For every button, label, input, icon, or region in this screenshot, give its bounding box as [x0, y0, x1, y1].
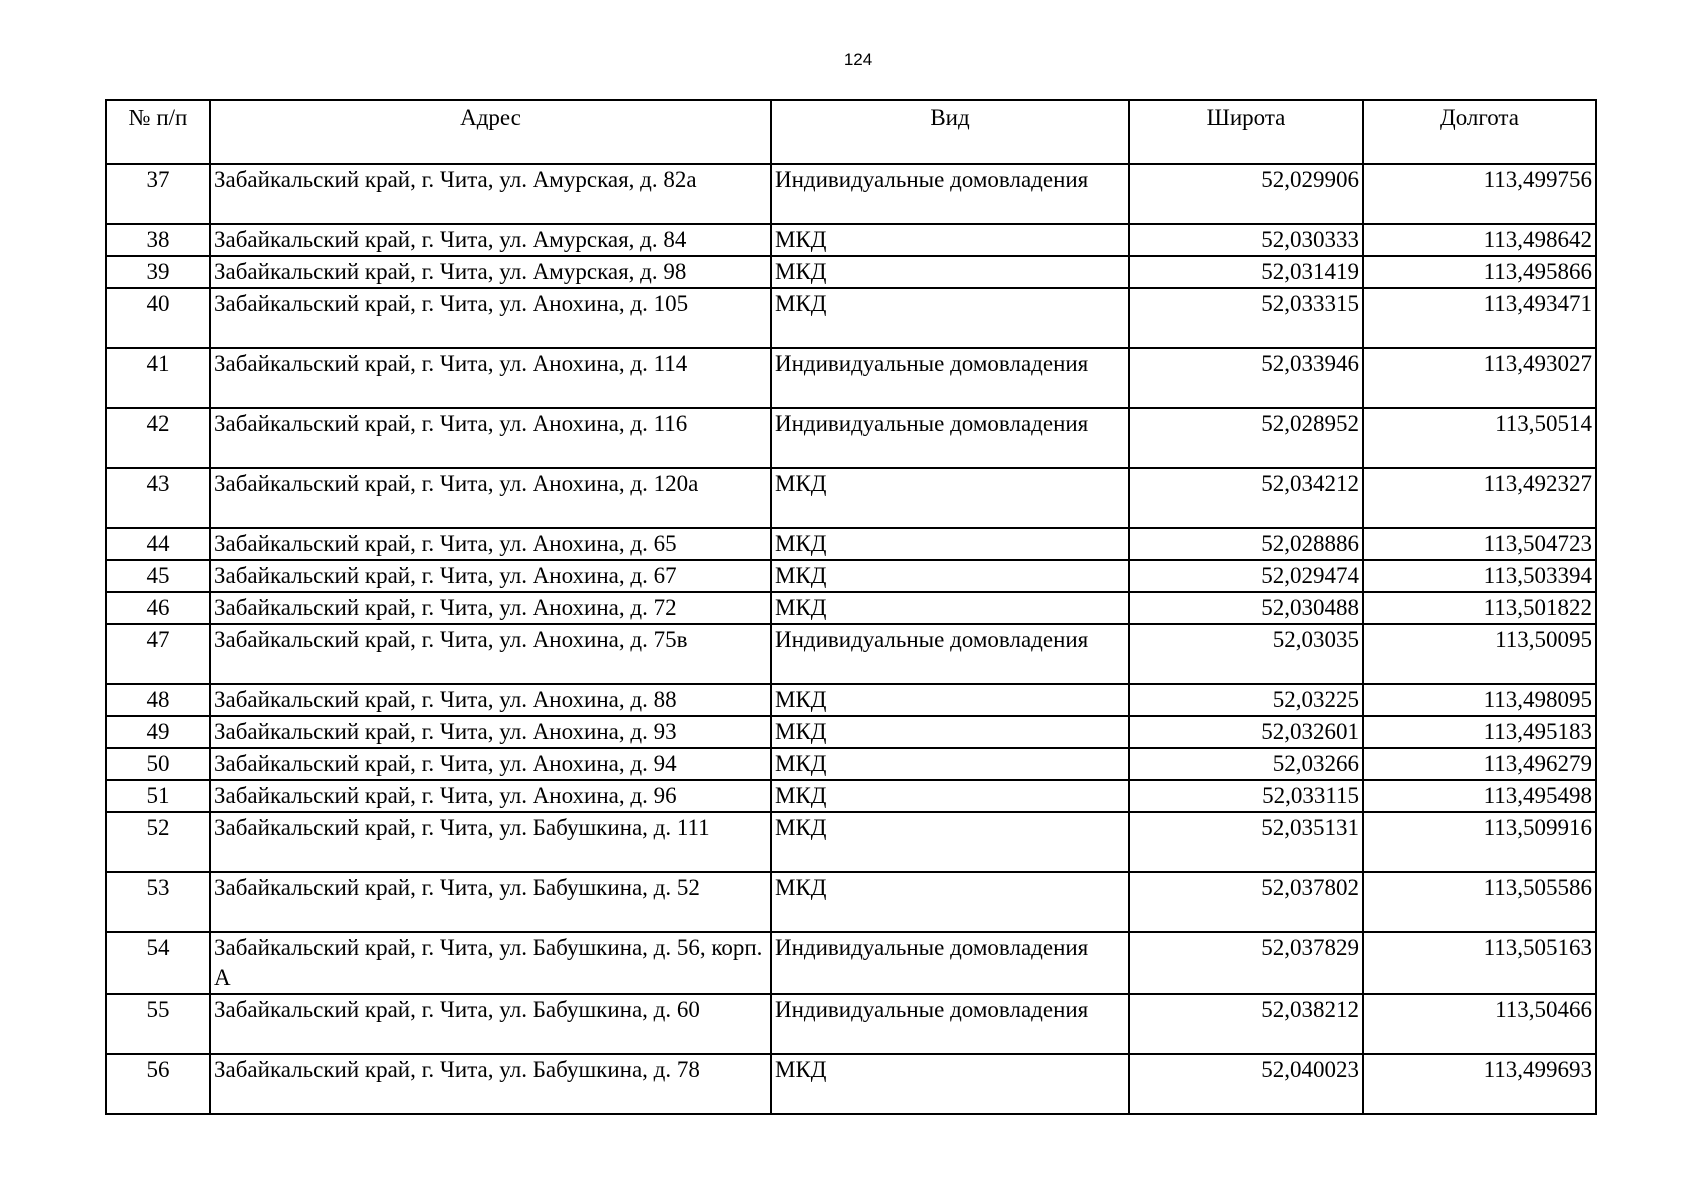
row-number: 45 [106, 560, 210, 592]
row-kind: МКД [771, 592, 1129, 624]
row-longitude: 113,504723 [1363, 528, 1596, 560]
header-longitude: Долгота [1363, 100, 1596, 164]
row-kind: МКД [771, 468, 1129, 528]
row-number: 55 [106, 994, 210, 1054]
row-address: Забайкальский край, г. Чита, ул. Бабушкина, д. 111 [210, 812, 771, 872]
row-latitude: 52,030333 [1129, 224, 1363, 256]
row-number: 42 [106, 408, 210, 468]
row-address: Забайкальский край, г. Чита, ул. Анохина, д. 96 [210, 780, 771, 812]
row-longitude: 113,50095 [1363, 624, 1596, 684]
row-address: Забайкальский край, г. Чита, ул. Анохина, д. 93 [210, 716, 771, 748]
row-address: Забайкальский край, г. Чита, ул. Амурская, д. 98 [210, 256, 771, 288]
row-address: Забайкальский край, г. Чита, ул. Анохина, д. 105 [210, 288, 771, 348]
row-longitude: 113,505163 [1363, 932, 1596, 994]
row-latitude: 52,03266 [1129, 748, 1363, 780]
row-address: Забайкальский край, г. Чита, ул. Анохина, д. 116 [210, 408, 771, 468]
row-address: Забайкальский край, г. Чита, ул. Бабушкина, д. 60 [210, 994, 771, 1054]
row-latitude: 52,040023 [1129, 1054, 1363, 1114]
row-longitude: 113,495498 [1363, 780, 1596, 812]
header-latitude: Широта [1129, 100, 1363, 164]
row-kind: МКД [771, 780, 1129, 812]
row-kind: Индивидуальные домовладения [771, 164, 1129, 224]
table-row [106, 780, 1596, 812]
row-latitude: 52,033115 [1129, 780, 1363, 812]
table-row [106, 164, 1596, 224]
row-address: Забайкальский край, г. Чита, ул. Анохина, д. 120а [210, 468, 771, 528]
page-number: 124 [843, 50, 873, 69]
row-kind: МКД [771, 560, 1129, 592]
row-latitude: 52,030488 [1129, 592, 1363, 624]
row-address: Забайкальский край, г. Чита, ул. Анохина, д. 88 [210, 684, 771, 716]
table-row [106, 560, 1596, 592]
row-number: 44 [106, 528, 210, 560]
row-longitude: 113,496279 [1363, 748, 1596, 780]
row-kind: МКД [771, 528, 1129, 560]
row-kind: МКД [771, 716, 1129, 748]
row-address: Забайкальский край, г. Чита, ул. Амурская, д. 82а [210, 164, 771, 224]
row-number: 51 [106, 780, 210, 812]
table-row [106, 408, 1596, 468]
row-latitude: 52,038212 [1129, 994, 1363, 1054]
table-row [106, 224, 1596, 256]
row-latitude: 52,029474 [1129, 560, 1363, 592]
table-row [106, 256, 1596, 288]
row-address: Забайкальский край, г. Чита, ул. Анохина, д. 67 [210, 560, 771, 592]
row-number: 52 [106, 812, 210, 872]
row-longitude: 113,492327 [1363, 468, 1596, 528]
table-row [106, 872, 1596, 932]
row-number: 54 [106, 932, 210, 994]
table-row [106, 468, 1596, 528]
row-latitude: 52,032601 [1129, 716, 1363, 748]
row-kind: Индивидуальные домовладения [771, 994, 1129, 1054]
row-number: 50 [106, 748, 210, 780]
row-longitude: 113,50514 [1363, 408, 1596, 468]
row-number: 49 [106, 716, 210, 748]
row-longitude: 113,50466 [1363, 994, 1596, 1054]
row-longitude: 113,505586 [1363, 872, 1596, 932]
row-longitude: 113,499693 [1363, 1054, 1596, 1114]
row-longitude: 113,503394 [1363, 560, 1596, 592]
address-coordinates-table [105, 99, 1597, 1115]
row-latitude: 52,037802 [1129, 872, 1363, 932]
table-row [106, 528, 1596, 560]
header-number: № п/п [106, 100, 210, 164]
table-row [106, 716, 1596, 748]
table-row [106, 932, 1596, 994]
row-kind: Индивидуальные домовладения [771, 932, 1129, 994]
row-kind: МКД [771, 684, 1129, 716]
row-latitude: 52,028952 [1129, 408, 1363, 468]
row-address: Забайкальский край, г. Чита, ул. Анохина, д. 94 [210, 748, 771, 780]
table-row [106, 348, 1596, 408]
table-row [106, 1054, 1596, 1114]
row-number: 43 [106, 468, 210, 528]
row-kind: МКД [771, 224, 1129, 256]
row-address: Забайкальский край, г. Чита, ул. Амурская, д. 84 [210, 224, 771, 256]
table-row [106, 592, 1596, 624]
table-row [106, 748, 1596, 780]
row-number: 37 [106, 164, 210, 224]
table-row [106, 994, 1596, 1054]
row-longitude: 113,493027 [1363, 348, 1596, 408]
row-number: 47 [106, 624, 210, 684]
row-number: 41 [106, 348, 210, 408]
row-number: 56 [106, 1054, 210, 1114]
row-kind: МКД [771, 288, 1129, 348]
row-number: 53 [106, 872, 210, 932]
row-kind: Индивидуальные домовладения [771, 408, 1129, 468]
row-address: Забайкальский край, г. Чита, ул. Анохина, д. 75в [210, 624, 771, 684]
row-address: Забайкальский край, г. Чита, ул. Бабушкина, д. 78 [210, 1054, 771, 1114]
row-latitude: 52,03035 [1129, 624, 1363, 684]
table-row [106, 624, 1596, 684]
table-row [106, 684, 1596, 716]
row-latitude: 52,03225 [1129, 684, 1363, 716]
row-latitude: 52,034212 [1129, 468, 1363, 528]
row-latitude: 52,029906 [1129, 164, 1363, 224]
row-number: 48 [106, 684, 210, 716]
row-address: Забайкальский край, г. Чита, ул. Бабушкина, д. 56, корп. А [210, 932, 771, 994]
row-longitude: 113,493471 [1363, 288, 1596, 348]
row-latitude: 52,028886 [1129, 528, 1363, 560]
row-longitude: 113,509916 [1363, 812, 1596, 872]
row-kind: Индивидуальные домовладения [771, 348, 1129, 408]
row-latitude: 52,037829 [1129, 932, 1363, 994]
row-address: Забайкальский край, г. Чита, ул. Анохина, д. 65 [210, 528, 771, 560]
row-latitude: 52,033315 [1129, 288, 1363, 348]
row-number: 38 [106, 224, 210, 256]
row-longitude: 113,498642 [1363, 224, 1596, 256]
row-address: Забайкальский край, г. Чита, ул. Анохина, д. 114 [210, 348, 771, 408]
row-address: Забайкальский край, г. Чита, ул. Анохина, д. 72 [210, 592, 771, 624]
table-row [106, 812, 1596, 872]
row-kind: МКД [771, 748, 1129, 780]
row-number: 46 [106, 592, 210, 624]
row-address: Забайкальский край, г. Чита, ул. Бабушкина, д. 52 [210, 872, 771, 932]
table-header-row [106, 100, 1596, 164]
row-longitude: 113,495866 [1363, 256, 1596, 288]
table-row [106, 288, 1596, 348]
row-kind: Индивидуальные домовладения [771, 624, 1129, 684]
row-kind: МКД [771, 1054, 1129, 1114]
header-kind: Вид [771, 100, 1129, 164]
row-longitude: 113,495183 [1363, 716, 1596, 748]
header-address: Адрес [210, 100, 771, 164]
row-kind: МКД [771, 812, 1129, 872]
row-number: 39 [106, 256, 210, 288]
row-number: 40 [106, 288, 210, 348]
row-latitude: 52,031419 [1129, 256, 1363, 288]
row-kind: МКД [771, 256, 1129, 288]
row-longitude: 113,501822 [1363, 592, 1596, 624]
row-latitude: 52,033946 [1129, 348, 1363, 408]
row-kind: МКД [771, 872, 1129, 932]
row-latitude: 52,035131 [1129, 812, 1363, 872]
row-longitude: 113,498095 [1363, 684, 1596, 716]
row-longitude: 113,499756 [1363, 164, 1596, 224]
